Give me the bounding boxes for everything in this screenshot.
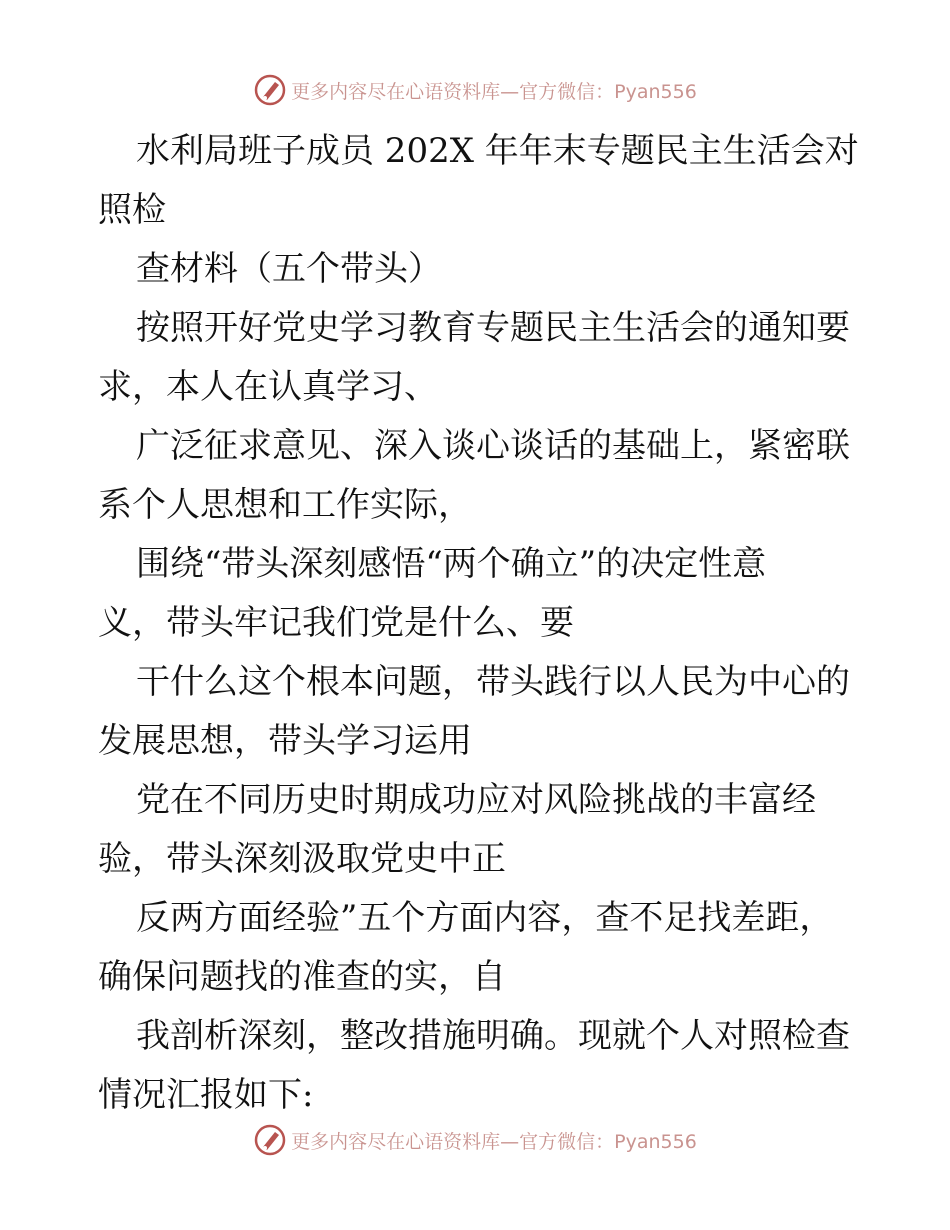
text-line: 水利局班子成员 202X 年年末专题民主生活会对 <box>136 131 859 171</box>
footer-watermark <box>0 1120 950 1160</box>
text-line: 义，带头牢记我们党是什么、要 <box>98 603 574 643</box>
text-line: 围绕“带头深刻感悟“两个确立”的决定性意 <box>136 544 767 584</box>
text-line: 求，本人在认真学习、 <box>98 367 438 407</box>
pen-nib-circle-icon <box>253 1123 287 1157</box>
text-line: 发展思想，带头学习运用 <box>98 721 472 761</box>
text-line: 广泛征求意见、深入谈心谈话的基础上，紧密联 <box>136 426 850 466</box>
watermark-text: 更多内容尽在心语资料库—官方微信：Pyan556 <box>291 80 697 103</box>
text-line: 我剖析深刻，整改措施明确。现就个人对照检查 <box>136 1016 850 1056</box>
text-line: 干什么这个根本问题，带头践行以人民为中心的 <box>136 662 850 702</box>
text-line: 系个人思想和工作实际， <box>98 485 472 525</box>
watermark-text: 更多内容尽在心语资料库—官方微信：Pyan556 <box>291 1130 697 1153</box>
text-line: 照检 <box>98 190 166 230</box>
text-line: 按照开好党史学习教育专题民主生活会的通知要 <box>136 308 850 348</box>
pen-nib-circle-icon <box>253 73 287 107</box>
text-line: 验，带头深刻汲取党史中正 <box>98 839 506 879</box>
text-line: 查材料（五个带头） <box>136 249 442 289</box>
header-watermark <box>0 70 950 110</box>
text-line: 确保问题找的准查的实，自 <box>98 957 506 997</box>
text-line: 党在不同历史时期成功应对风险挑战的丰富经 <box>136 780 816 820</box>
text-line: 情况汇报如下: <box>98 1075 314 1115</box>
text-line: 反两方面经验”五个方面内容，查不足找差距， <box>136 898 834 938</box>
document-body <box>98 122 858 1125</box>
